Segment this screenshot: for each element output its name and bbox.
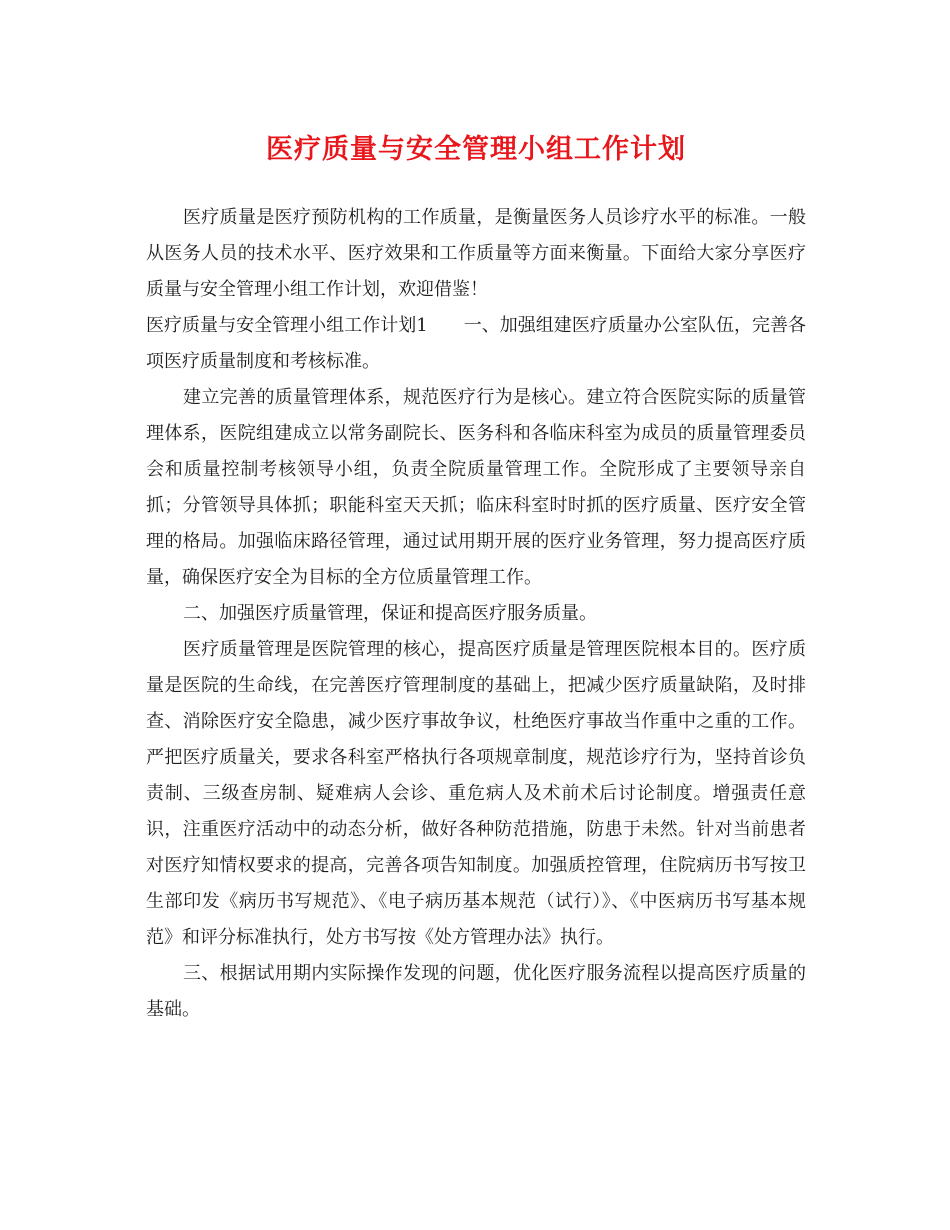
plan-subtitle: 医疗质量与安全管理小组工作计划1 — [146, 315, 428, 336]
section1-heading: 一、加强组建医疗质量办公室队伍，完善各项医疗质量制度和考核标准。 — [146, 315, 807, 372]
section3-heading: 三、根据试用期内实际操作发现的问题，优化医疗服务流程以提高医疗质量的基础。 — [146, 963, 806, 1020]
section1-body: 建立完善的质量管理体系，规范医疗行为是核心。建立符合医院实际的质量管理体系，医院组建成立以常务副院长、医务科和各临床科室为成员的质量管理委员会和质量控制考核领导小组，负责全院质量管理工作。全院形成了主要领导亲自抓；分管领导具体抓；职能科室天天抓；临床科室时时抓的医疗质量、医疗安全管理的格局。加强临床路径管理，通过试用期开展的医疗业务管理，努力提高医疗质量，确保医疗安全为目标的全方位质量管理工作。 — [146, 387, 806, 588]
plan-subtitle-line — [146, 308, 806, 380]
document-page — [146, 128, 806, 1028]
section2-heading: 二、加强医疗质量管理，保证和提高医疗服务质量。 — [183, 603, 597, 624]
document-title: 医疗质量与安全管理小组工作计划 — [266, 134, 686, 165]
section2-body: 医疗质量管理是医院管理的核心，提高医疗质量是管理医院根本目的。医疗质量是医院的生命线，在完善医疗管理制度的基础上，把减少医疗质量缺陷，及时排查、消除医疗安全隐患，减少医疗事故争议，杜绝医疗事故当作重中之重的工作。严把医疗质量关，要求各科室严格执行各项规章制度，规范诊疗行为，坚持首诊负责制、三级查房制、疑难病人会诊、重危病人及术前术后讨论制度。增强责任意识，注重医疗活动中的动态分析，做好各种防范措施，防患于未然。针对当前患者对医疗知情权要求的提高，完善各项告知制度。加强质控管理，住院病历书写按卫生部印发《病历书写规范》、《电子病历基本规范（试行）》、《中医病历书写基本规范》和评分标准执行，处方书写按《处方管理办法》执行。 — [146, 639, 806, 948]
intro-paragraph: 医疗质量是医疗预防机构的工作质量，是衡量医务人员诊疗水平的标准。一般从医务人员的技术水平、医疗效果和工作质量等方面来衡量。下面给大家分享医疗质量与安全管理小组工作计划，欢迎借鉴！ — [146, 207, 806, 300]
